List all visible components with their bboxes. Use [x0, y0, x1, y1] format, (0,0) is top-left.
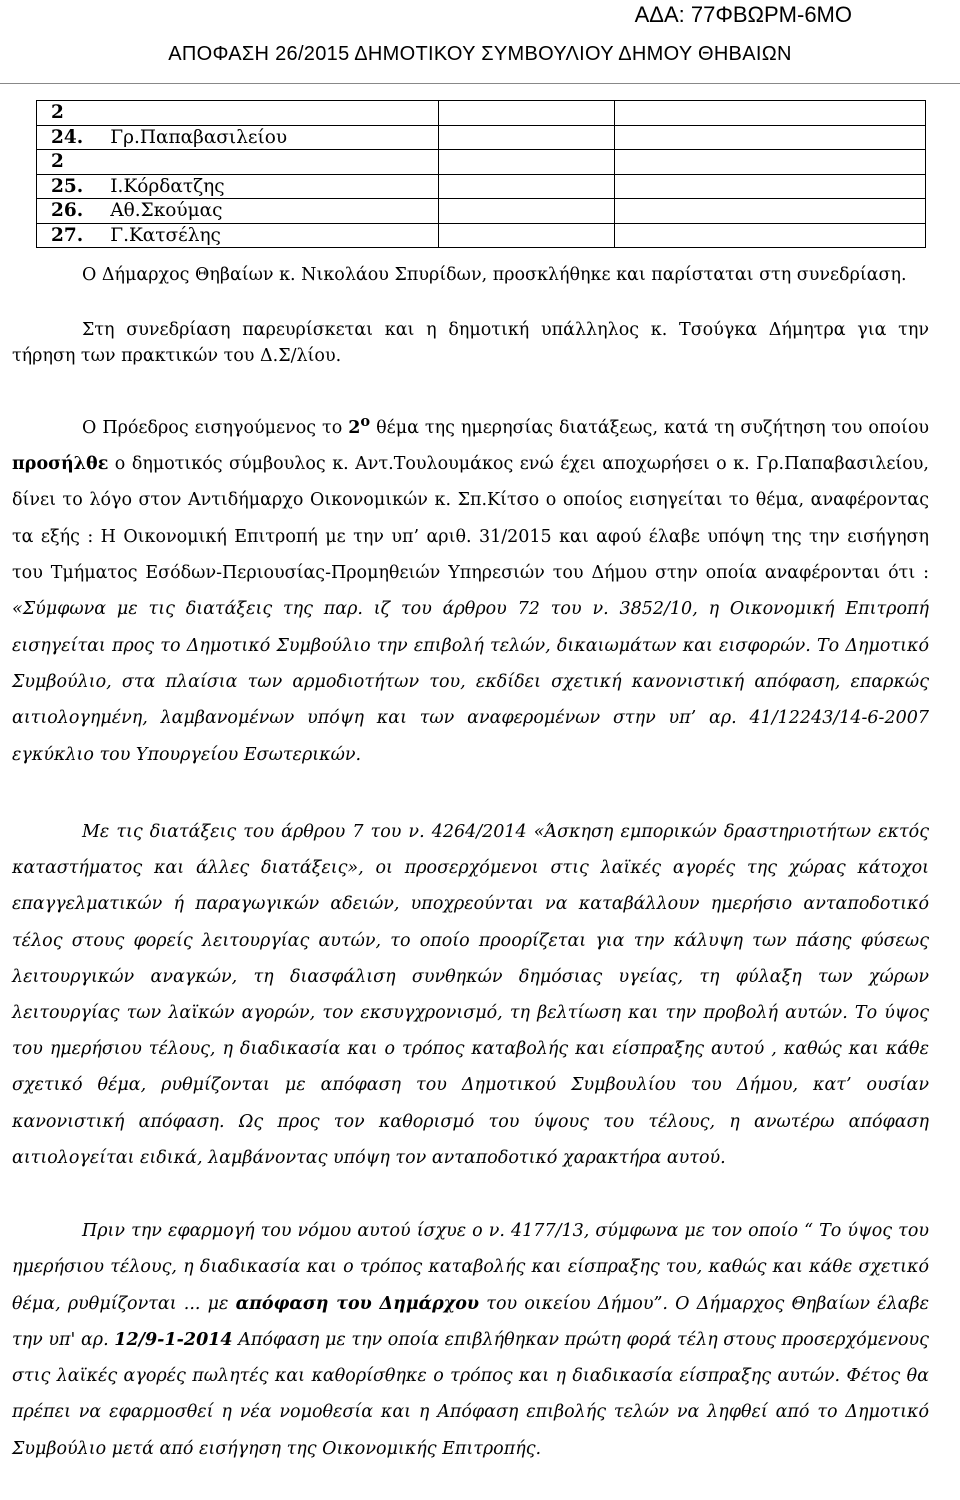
member-name	[110, 101, 438, 126]
text-span: του οικείου Δήμου”. Ο Δήμαρχος Θηβαίων έλαβε την υπ' αρ.	[12, 1293, 929, 1350]
ordinal-suffix: ο	[360, 413, 371, 430]
empty-cell	[615, 125, 926, 150]
empty-cell	[615, 174, 926, 199]
member-number: 2	[37, 101, 111, 126]
empty-cell	[615, 199, 926, 224]
empty-cell	[615, 150, 926, 175]
table-row	[37, 223, 926, 248]
table-row	[37, 174, 926, 199]
table-row	[37, 199, 926, 224]
quoted-text: «Σύμφωνα με τις διατάξεις της παρ. ιζ του άρθρου 72 του ν. 3852/10, η Οικονομική Επιτροπή εισηγείται προς το Δημοτικό Συμβούλιο την επιβολή τελών, δικαιωμάτων και εισφορών. Το Δημοτικό Συμβούλιο, στα πλαίσια των αρμοδιοτήτων του, εκδίδει σχετική κανονιστική απόφαση, επαρκώς αιτιολογημένη, λαμβανομένων υπόψη και των αναφερομένων στην υπ’ αρ. 41/12243/14-6-2007 εγκύκλιο του Υπουργείου Εσωτερικών.	[12, 599, 929, 765]
text-span: Απόφαση με την οποία επιβλήθηκαν πρώτη φορά τέλη στους προσερχόμενους στις λαϊκές αγορές πωλητές και καθορίσθηκε ο τρόπος και η διαδικασία είσπραξης αυτών. Φέτος θα πρέπει να εφαρμοσθεί η νέα νομοθεσία και η Απόφαση επιβολής τελών να ληφθεί από το Δημοτικό Συμβούλιο μετά από εισήγηση της Οικονομικής Επιτροπής.	[12, 1329, 929, 1459]
mayor-attendance-paragraph: Ο Δήμαρχος Θηβαίων κ. Νικολάου Σπυρίδων, προσκλήθηκε και παρίσταται στη συνεδρίαση.	[82, 265, 907, 285]
empty-cell	[439, 150, 615, 175]
text-span: Ο Πρόεδρος εισηγούμενος το	[82, 417, 349, 438]
text-span: Πριν την εφαρμογή του νόμου αυτού ίσχυε ο ν. 4177/13, σύμφωνα με τον οποίο “ Το ύψος του ημερήσιου τέλους, η διαδικασία και ο τρόπος καταβολής και είσπραξης του, καθώς και κάθε σχετικό θέμα, ρυθμίζονται ... με	[12, 1221, 929, 1314]
empty-cell	[439, 199, 615, 224]
clerk-paragraph: Στη συνεδρίαση παρευρίσκεται και η δημοτική υπάλληλος κ. Τσούγκα Δήμητρα για την τήρηση των πρακτικών του Δ.Σ/λίου.	[12, 320, 929, 366]
emphasis-text: απόφαση του Δημάρχου	[235, 1293, 480, 1314]
law-paragraph: Με τις διατάξεις του άρθρου 7 του ν. 4264/2014 «Άσκηση εμπορικών δραστηριοτήτων εκτός καταστήματος και άλλες διατάξεις», οι προσερχόμενοι στις λαϊκές αγορές της χώρας κάτοχοι επαγγελματικών ή παραγωγικών αδειών, υποχρεούνται να καταβάλλουν ημερήσιο ανταποδοτικό τέλος στους φορείς λειτουργίας αυτών, το οποίο προορίζεται για την κάλυψη των πάσης φύσεως λειτουργικών αναγκών, τη διασφάλιση συνθηκών δημόσιας υγείας, τη φύλαξη των χώρων λειτουργίας των λαϊκών αγορών, τον εκσυγχρονισμό, τη βελτίωση και την προβολή αυτών. Το ύψος του ημερήσιου τέλους, η διαδικασία και ο τρόπος καταβολής και είσπραξης αυτού , καθώς και κάθε σχετικό θέμα, ρυθμίζονται με απόφαση του Δημοτικού Συμβουλίου του Δήμου, κατ’ ουσίαν κανονιστική απόφαση. Ως προς τον καθορισμό του ύψους του τέλους, η ανωτέρω απόφαση αιτιολογείται ειδικά, λαμβάνοντας υπόψη τον ανταποδοτικό χαρακτήρα αυτού.	[12, 822, 929, 1168]
member-name	[110, 150, 438, 175]
empty-cell	[439, 101, 615, 126]
item-number: 2	[348, 417, 361, 438]
table-row	[37, 150, 926, 175]
empty-cell	[439, 174, 615, 199]
proposal-paragraph	[12, 404, 929, 773]
member-name: Ι.Κόρδατζης	[110, 174, 438, 199]
member-name: Γ.Κατσέλης	[110, 223, 438, 248]
header-divider	[0, 83, 960, 84]
decision-number: 12/9-1-2014	[114, 1329, 233, 1350]
member-number: 24.	[37, 125, 111, 150]
table-row	[37, 125, 926, 150]
empty-cell	[615, 101, 926, 126]
member-number: 2	[37, 150, 111, 175]
previous-law-paragraph	[12, 1213, 929, 1467]
empty-cell	[615, 223, 926, 248]
member-number: 26.	[37, 199, 111, 224]
text-span: θέμα της ημερησίας διατάξεως, κατά τη συζήτηση του οποίου	[370, 417, 929, 438]
table-row	[37, 101, 926, 126]
empty-cell	[439, 125, 615, 150]
ada-code: ΑΔΑ: 77ΦΒΩΡΜ-6ΜΟ	[634, 2, 852, 27]
text-span: ο δημοτικός σύμβουλος κ. Αντ.Τουλουμάκος ενώ έχει αποχωρήσει ο κ. Γρ.Παπαβασιλείου, δίνει το λόγο στον Αντιδήμαρχο Οικονομικών κ. Σπ.Κίτσο ο οποίος εισηγείται το θέμα, αναφέροντας τα εξής : Η Οικονομική Επιτροπή με την υπ’ αριθ. 31/2015 και αφού έλαβε υπόψη της την εισήγηση του Τμήματος Εσόδων-Περιουσίας-Προμηθειών Υπηρεσιών του Δήμου στην οποία αναφέρονται ότι :	[12, 454, 929, 584]
member-number: 27.	[37, 223, 111, 248]
member-name: Γρ.Παπαβασιλείου	[110, 125, 438, 150]
members-table	[36, 100, 926, 248]
member-number: 25.	[37, 174, 111, 199]
empty-cell	[439, 223, 615, 248]
member-name: Αθ.Σκούμας	[110, 199, 438, 224]
page-header: ΑΠΟΦΑΣΗ 26/2015 ΔΗΜΟΤΙΚΟΥ ΣΥΜΒΟΥΛΙΟΥ ΔΗΜΟΥ ΘΗΒΑΙΩΝ	[168, 43, 792, 65]
emphasis-text: προσήλθε	[12, 454, 109, 475]
